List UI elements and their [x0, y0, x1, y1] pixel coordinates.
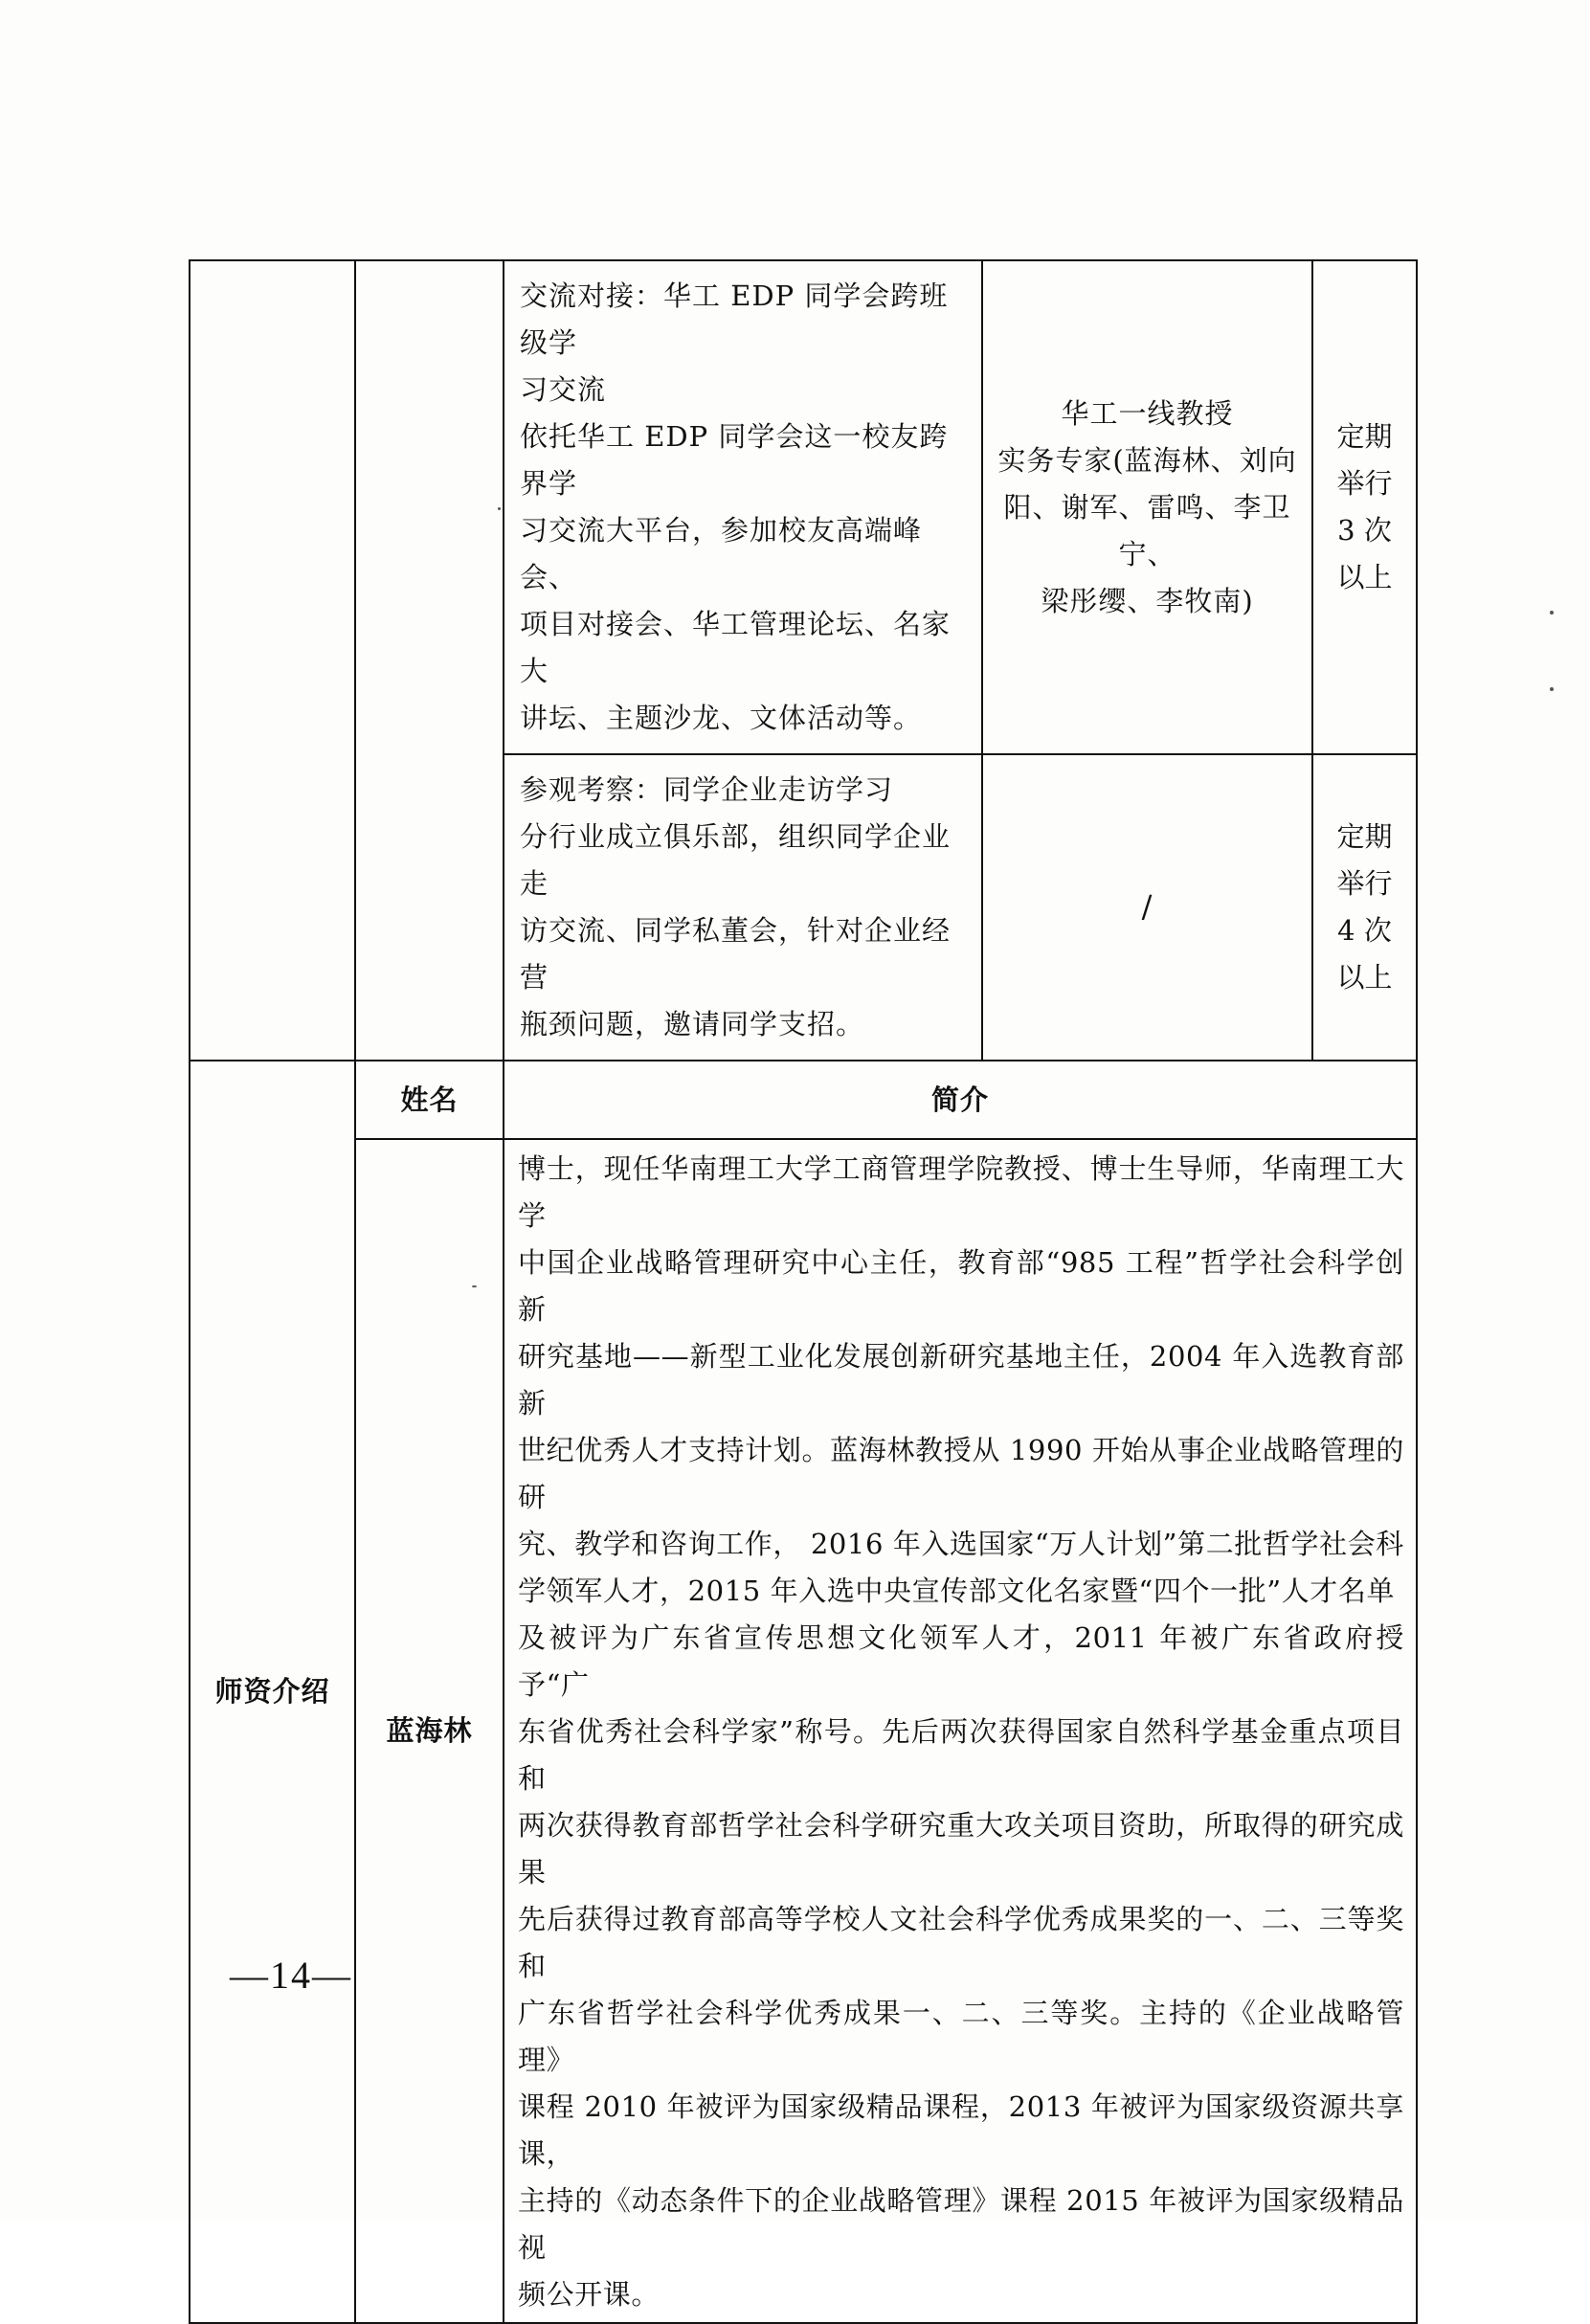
intro-column-header: 简介 — [504, 1061, 1417, 1139]
frequency-line: 举行 — [1336, 867, 1393, 900]
faculty-row — [190, 1139, 1417, 2323]
bio-line: 先后获得过教育部高等学校人文社会科学优秀成果奖的一、二、三等奖和 — [518, 1903, 1404, 1982]
activity-line: 参观考察：同学企业走访学习 — [520, 773, 894, 806]
bio-line: 主持的《动态条件下的企业战略管理》课程 2015 年被评为国家级精品视 — [518, 2184, 1404, 2264]
frequency-line: 以上 — [1336, 961, 1393, 994]
frequency-line: 3 次 — [1337, 514, 1392, 547]
frequency-line: 举行 — [1336, 467, 1393, 500]
bio-line: 广东省哲学社会科学优秀成果一、二、三等奖。主持的《企业战略管理》 — [518, 1997, 1404, 2076]
activity-instructors — [982, 260, 1312, 754]
instructor-line: 华工一线教授 — [1061, 396, 1234, 430]
activity-line: 习交流 — [520, 373, 607, 406]
name-column-header: 姓名 — [355, 1061, 504, 1139]
frequency-line: 定期 — [1336, 420, 1393, 453]
bio-line: 两次获得教育部哲学社会科学研究重大攻关项目资助，所取得的研究成果 — [518, 1809, 1404, 1888]
bio-line: 频公开课。 — [518, 2278, 661, 2311]
activity-description — [504, 754, 982, 1061]
faculty-name: 蓝海林 — [355, 1139, 504, 2323]
faculty-section-label: 师资介绍 — [190, 1061, 355, 2323]
faculty-header-row — [190, 1061, 1417, 1139]
activity-line: 访交流、同学私董会，针对企业经营 — [520, 914, 952, 994]
bio-line: 研究基地——新型工业化发展创新研究基地主任，2004 年入选教育部新 — [518, 1340, 1404, 1419]
scan-speck — [1550, 687, 1554, 691]
bio-line: 课程 2010 年被评为国家级精品课程，2013 年被评为国家级资源共享课， — [518, 2090, 1404, 2170]
activity-line: 依托华工 EDP 同学会这一校友跨界学 — [520, 420, 949, 500]
bio-line: 究、教学和咨询工作， 2016 年入选国家“万人计划”第二批哲学社会科 — [518, 1528, 1404, 1560]
scan-speck — [1550, 611, 1554, 615]
program-table — [189, 259, 1418, 2324]
instructor-line: 实务专家(蓝海林、刘向 — [997, 443, 1297, 477]
instructor-line: 阳、谢军、雷鸣、李卫宁、 — [1003, 490, 1291, 570]
activity-row — [190, 260, 1417, 754]
activity-description — [504, 260, 982, 754]
bio-line: 东省优秀社会科学家”称号。先后两次获得国家自然科学基金重点项目和 — [518, 1715, 1404, 1795]
activity-frequency — [1312, 754, 1417, 1061]
section-label-cell — [190, 260, 355, 1061]
activity-line: 习交流大平台，参加校友高端峰会、 — [520, 514, 923, 593]
bio-line: 中国企业战略管理研究中心主任，教育部“985 工程”哲学社会科学创新 — [518, 1246, 1404, 1326]
activity-instructors — [982, 754, 1312, 1061]
frequency-line: 定期 — [1336, 820, 1393, 853]
activity-frequency — [1312, 260, 1417, 754]
bio-line: 博士，现任华南理工大学工商管理学院教授、博士生导师，华南理工大学 — [518, 1152, 1404, 1232]
activity-line: 交流对接：华工 EDP 同学会跨班级学 — [520, 279, 949, 359]
activity-line: 讲坛、主题沙龙、文体活动等。 — [520, 702, 923, 734]
category-cell — [355, 260, 504, 1061]
bio-line: 及被评为广东省宣传思想文化领军人才，2011 年被广东省政府授予“广 — [518, 1621, 1404, 1701]
bio-line: 学领军人才，2015 年入选中央宣传部文化名家暨“四个一批”人才名单 — [518, 1575, 1396, 1607]
bio-line: 世纪优秀人才支持计划。蓝海林教授从 1990 开始从事企业战略管理的研 — [518, 1434, 1404, 1513]
faculty-bio — [504, 1139, 1417, 2323]
instructor-line: 梁彤缨、李牧南) — [1041, 584, 1254, 617]
page-number: —14— — [230, 1954, 352, 1997]
empty-slash-mark: / — [1141, 888, 1153, 925]
activity-line: 瓶颈问题，邀请同学支招。 — [520, 1008, 865, 1040]
frequency-line: 以上 — [1336, 561, 1393, 593]
frequency-line: 4 次 — [1337, 914, 1392, 947]
activity-line: 项目对接会、华工管理论坛、名家大 — [520, 608, 952, 687]
activity-line: 分行业成立俱乐部，组织同学企业走 — [520, 820, 952, 900]
